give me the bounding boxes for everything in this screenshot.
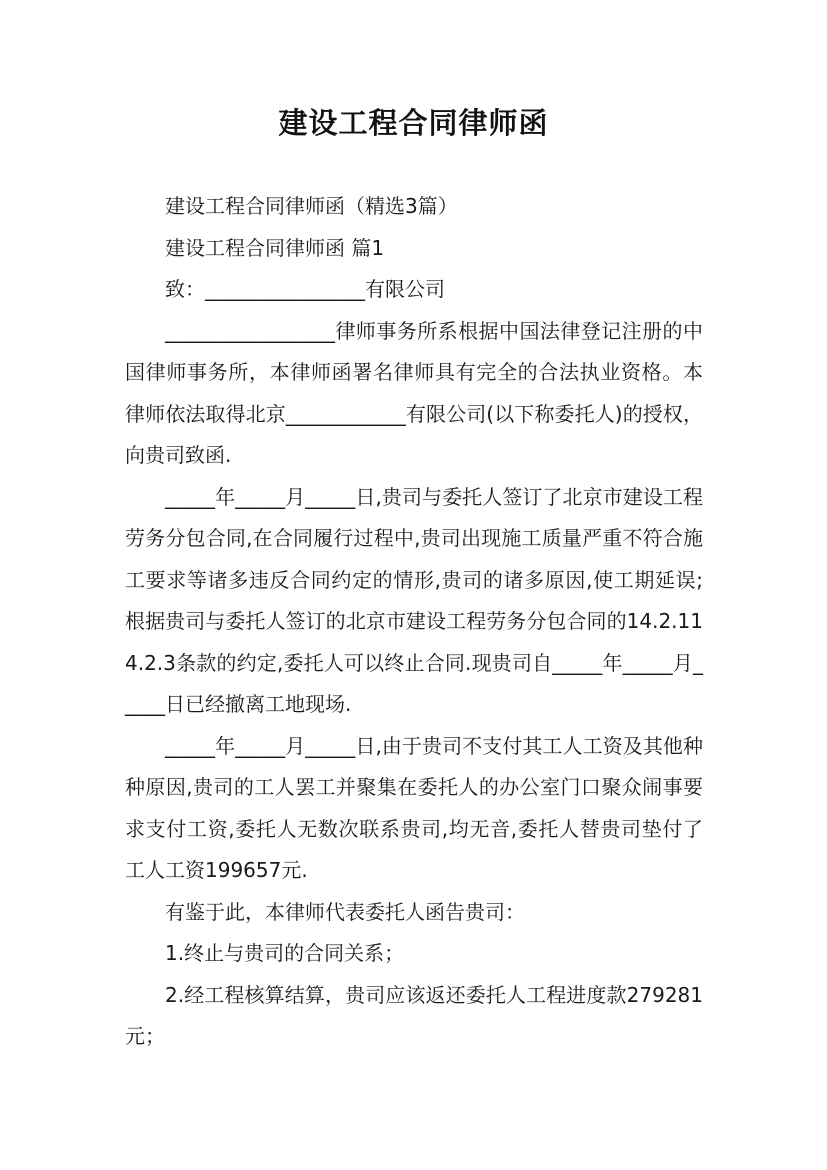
demand-item-1: 1.终止与贵司的合同关系；: [165, 941, 405, 965]
document-body: [125, 186, 703, 1058]
addressee-line: 致：________________有限公司: [165, 277, 445, 301]
notice-paragraph: 有鉴于此，本律师代表委托人函告贵司：: [165, 899, 525, 924]
document-title: 建设工程合同律师函: [278, 106, 549, 140]
wages-paragraph: _____年_____月_____日,由于贵司不支付其工人工资及其他种种原因,贵司的工人罢工并聚集在委托人的办公室门口聚众闹事要求支付工资,委托人无数次联系贵司,均无音,委托人替贵司垫付了工人工资199657元.: [125, 733, 703, 882]
section-heading: 建设工程合同律师函 篇1: [165, 235, 385, 260]
subtitle-paragraph: 建设工程合同律师函（精选3篇）: [165, 194, 458, 218]
contract-facts-paragraph: _____年_____月_____日,贵司与委托人签订了北京市建设工程劳务分包合同,在合同履行过程中,贵司出现施工质量严重不符合施工要求等诸多违反合同约定的情形,贵司的诸多原因,使工期延误;根据贵司与委托人签订的北京市建设工程劳务分包合同的14.2.114.2.3条款的约定,委托人可以终止合同.现贵司自_____年_____月_____日已经撤离工地现场.: [125, 484, 703, 716]
demand-item-2: 2.经工程核算结算，贵司应该返还委托人工程进度款279281元；: [125, 982, 703, 1048]
intro-paragraph: _________________律师事务所系根据中国法律登记注册的中国律师事务所，本律师函署名律师具有完全的合法执业资格。本律师依法取得北京____________有限公司(以下称委托人)的授权，向贵司致函.: [125, 318, 703, 467]
